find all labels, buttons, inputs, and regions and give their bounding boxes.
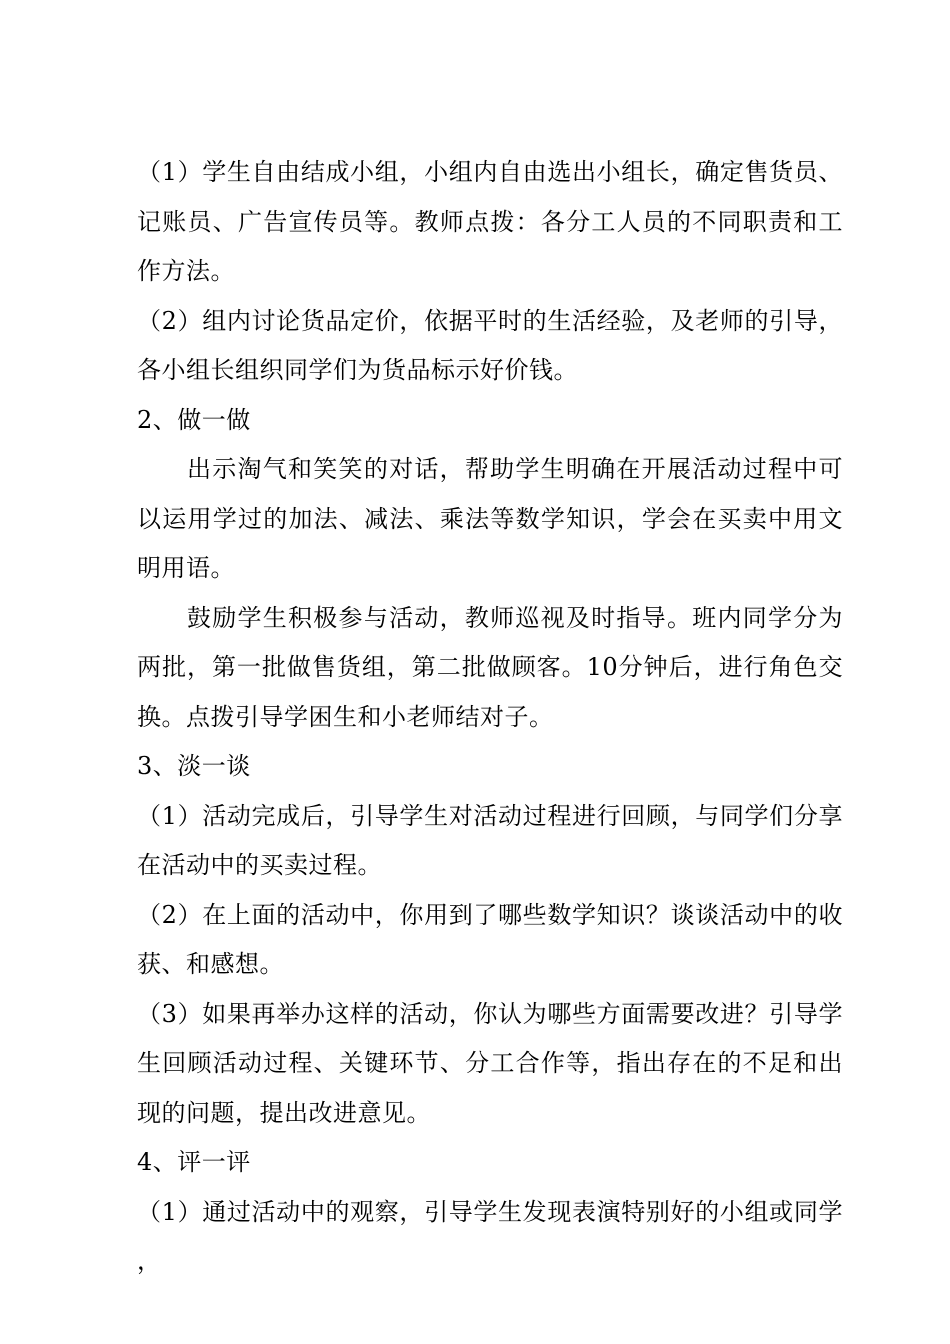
paragraph-1: （1）学生自由结成小组，小组内自由选出小组长，确定售货员、记账员、广告宣传员等。教师点拨：各分工人员的不同职责和工作方法。 <box>137 158 843 285</box>
section-heading-4: 4、评一评 <box>137 1148 251 1176</box>
paragraph-5: （1）活动完成后，引导学生对活动过程进行回顾，与同学们分享在活动中的买卖过程。 <box>137 801 843 879</box>
section-heading-2: 2、做一做 <box>137 405 251 434</box>
section-heading-3: 3、淡一谈 <box>137 752 251 780</box>
paragraph-2: （2）组内讨论货品定价，依据平时的生活经验，及老师的引导，各小组长组织同学们为货品标示好价钱。 <box>137 306 843 384</box>
paragraph-8: （1）通过活动中的观察，引导学生发现表演特别好的小组或同学， <box>137 1197 843 1275</box>
paragraph-7: （3）如果再举办这样的活动，你认为哪些方面需要改进？引导学生回顾活动过程、关键环节、分工合作等，指出存在的不足和出现的问题，提出改进意见。 <box>137 999 843 1127</box>
paragraph-4: 鼓励学生积极参与活动，教师巡视及时指导。班内同学分为两批，第一批做售货组，第二批做顾客。10分钟后，进行角色交换。点拨引导学困生和小老师结对子。 <box>137 603 843 731</box>
paragraph-6: （2）在上面的活动中，你用到了哪些数学知识？谈谈活动中的收获、和感想。 <box>137 900 843 978</box>
document-body <box>137 148 843 1287</box>
paragraph-3: 出示淘气和笑笑的对话，帮助学生明确在开展活动过程中可以运用学过的加法、减法、乘法等数学知识，学会在买卖中用文明用语。 <box>137 455 843 582</box>
